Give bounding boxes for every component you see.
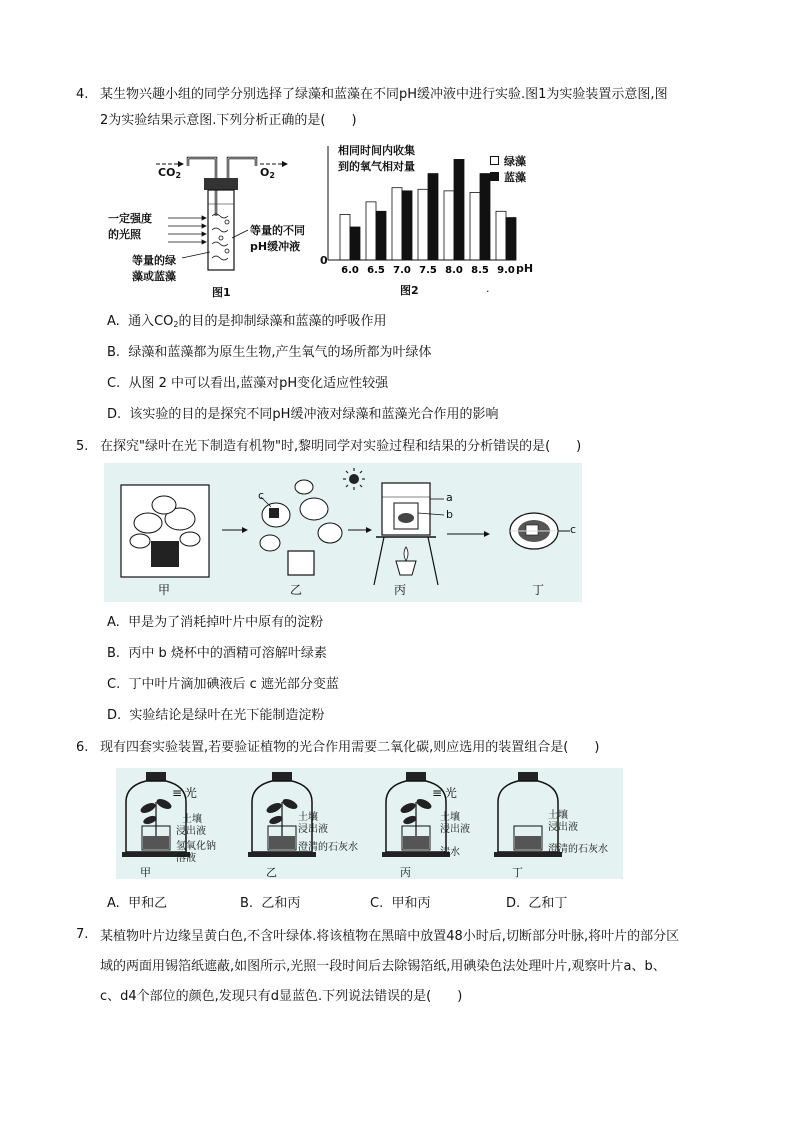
q6-option-d[interactable] (506, 894, 567, 914)
x-tick-label: 6.5 (367, 265, 385, 276)
pot-icon (151, 541, 179, 567)
o2-label: $O_2$ (260, 166, 275, 180)
limewater-label-ding: 澄清的石灰水 (548, 844, 608, 855)
figure-2-chart (320, 140, 535, 300)
step-label-bing: 丙 (394, 583, 407, 597)
x-tick-label: 6.0 (341, 265, 359, 276)
bar-green-algae (340, 214, 350, 260)
question-stem-line: 某植物叶片边缘呈黄白色,不含叶绿体.将该植物在黑暗中放置48小时后,切断部分叶脉,将叶片的部分区 (100, 929, 680, 944)
option-letter: B. (107, 646, 121, 661)
option-text: 丙中 b 烧杯中的酒精可溶解叶绿素 (128, 646, 327, 661)
soil-label-jia: 土壤 (182, 814, 202, 825)
question-number: 4. (76, 87, 89, 102)
question-stem-line: 2为实验结果示意图.下列分析正确的是( ) (100, 113, 357, 128)
q6-option-a[interactable] (107, 894, 167, 914)
question-number: 5. (76, 439, 89, 454)
option-text: 甲和丙 (391, 896, 431, 911)
bar-green-algae (470, 192, 480, 260)
question-number: 7. (76, 927, 89, 942)
stopper (204, 178, 238, 190)
option-text: 丁中叶片滴加碘液后 c 遮光部分变蓝 (128, 677, 339, 692)
stained-leaf-icon (510, 513, 570, 549)
bar-green-algae (496, 211, 506, 260)
buffer-label-2: pH缓冲液 (250, 240, 301, 253)
question-stem-line: c、d4个部位的颜色,发现只有d显蓝色.下列说法错误的是( ) (100, 989, 463, 1004)
q6-figure-panel (116, 768, 623, 879)
algae-label-2: 藻或蓝藻 (132, 270, 176, 283)
option-letter: A. (107, 314, 120, 329)
x-tick-label: 7.0 (393, 265, 411, 276)
x-tick-label: 8.0 (445, 265, 463, 276)
legend-swatch-blue-algae (490, 172, 499, 181)
q4-option-c[interactable] (107, 374, 388, 394)
x-tick-label: 7.5 (419, 265, 437, 276)
bar-green-algae (392, 188, 402, 260)
algae-label-1: 等量的绿 (132, 254, 176, 267)
bar-blue-algae (428, 174, 438, 260)
option-letter: B. (240, 896, 254, 911)
option-subscript: 2 (173, 320, 179, 329)
co2-label: $CO_2$ (158, 166, 182, 180)
test-tube (208, 190, 234, 270)
naoh-label-1: 氢氧化钠 (176, 841, 216, 852)
option-text: 甲和乙 (128, 896, 168, 911)
bar-blue-algae (350, 227, 360, 260)
figure-1-caption: 图1 (212, 286, 231, 299)
jar-label-yi: 乙 (266, 866, 277, 879)
soil-label-bing: 土壤 (440, 812, 460, 823)
q5-option-a[interactable] (107, 613, 323, 633)
question-stem-line: 某生物兴趣小组的同学分别选择了绿藻和蓝藻在不同pH缓冲液中进行实验.图1为实验装置示意图,图 (100, 87, 668, 102)
option-letter: D. (107, 708, 122, 723)
naoh-label-2: 溶液 (176, 853, 196, 864)
x-tick-label: 9.0 (497, 265, 515, 276)
figure-2-caption: 图2 (400, 284, 419, 297)
light-arrows (168, 216, 206, 244)
option-letter: C. (370, 896, 384, 911)
x-tick-label: 8.5 (471, 265, 489, 276)
extract-label-jia: 浸出液 (176, 826, 206, 837)
option-letter: A. (107, 896, 120, 911)
y-title-line-2-visible: 到的氧气相对量 (338, 160, 415, 173)
jar-label-ding: 丁 (512, 866, 523, 879)
label-c-leaf: c (570, 523, 577, 536)
option-text: 乙和丙 (261, 896, 301, 911)
q4-option-a[interactable] (107, 312, 386, 335)
option-text: 从图 2 中可以看出,蓝藻对pH变化适应性较强 (128, 376, 389, 391)
extract-label-ding: 浸出液 (548, 822, 578, 833)
soil-label-yi: 土壤 (298, 812, 318, 823)
q5-option-d[interactable] (107, 706, 324, 726)
option-letter: A. (107, 615, 120, 630)
question-stem-line: 在探究"绿叶在光下制造有机物"时,黎明同学对实验过程和结果的分析错误的是( ) (100, 439, 582, 454)
q4-option-b[interactable] (107, 343, 431, 363)
option-letter: C. (107, 376, 121, 391)
bar-green-algae (366, 202, 376, 260)
water-label-bing: 清水 (440, 847, 460, 858)
step-label-yi: 乙 (290, 583, 303, 597)
bar-blue-algae (376, 211, 386, 260)
q5-option-c[interactable] (107, 675, 339, 695)
bar-blue-algae (402, 191, 412, 260)
option-text: 甲是为了消耗掉叶片中原有的淀粉 (128, 615, 324, 630)
bar-blue-algae (454, 159, 464, 260)
option-letter: D. (107, 407, 122, 422)
option-letter: D. (506, 896, 521, 911)
q4-option-d[interactable] (107, 405, 498, 425)
question-stem-line: 现有四套实验装置,若要验证植物的光合作用需要二氧化碳,则应选用的装置组合是( ) (100, 740, 600, 755)
bar-green-algae (444, 191, 454, 260)
light-label-1: 一定强度 (108, 212, 152, 225)
option-letter: C. (107, 677, 121, 692)
question-6 (76, 735, 726, 761)
question-5 (76, 434, 726, 460)
question-stem-line: 域的两面用锡箔纸遮蔽,如图所示,光照一段时间后去除锡箔纸,用碘染色法处理叶片,观察叶片a、b、 (100, 959, 666, 974)
x-axis-label: pH (516, 262, 534, 275)
light-label-jia: ≡ 光 (172, 786, 197, 800)
sun-icon (343, 468, 365, 490)
extract-label-bing: 浸出液 (440, 824, 470, 835)
step-label-ding: 丁 (532, 583, 545, 597)
jar-label-bing: 丙 (400, 866, 411, 879)
legend-swatch-green-algae (490, 156, 499, 165)
bar-blue-algae (480, 174, 490, 260)
option-text: 该实验的目的是探究不同pH缓冲液对绿藻和蓝藻光合作用的影响 (129, 407, 499, 422)
q5-option-b[interactable] (107, 644, 327, 664)
label-c-plant: c (258, 489, 265, 502)
q5-steps-drawing (104, 463, 582, 602)
label-a: a (446, 491, 453, 504)
jar-label-jia: 甲 (140, 866, 151, 879)
water-bath-apparatus (374, 483, 444, 585)
pot-icon (288, 551, 314, 575)
question-number: 6. (76, 740, 89, 755)
stray-dot: . (486, 282, 490, 295)
extract-label-yi: 浸出液 (298, 824, 328, 835)
limewater-label-yi: 澄清的石灰水 (298, 842, 358, 853)
bar-blue-algae (506, 218, 516, 260)
legend-label-blue-algae: 蓝藻 (504, 171, 526, 184)
q6-option-c[interactable] (370, 894, 431, 914)
option-text: 实验结论是绿叶在光下能制造淀粉 (129, 708, 325, 723)
label-b: b (446, 508, 453, 521)
origin-label: 0 (320, 254, 328, 267)
light-label-bing: ≡ 光 (432, 786, 457, 800)
option-text: 绿藻和蓝藻都为原生生物,产生氧气的场所都为叶绿体 (128, 345, 432, 360)
figure-1-apparatus (108, 146, 348, 299)
soil-label-ding: 土壤 (548, 810, 568, 821)
option-text: 的目的是抑制绿藻和蓝藻的呼吸作用 (178, 314, 387, 329)
q5-figure-panel (104, 463, 582, 602)
y-title-line-1: 相同时间内收集 (338, 144, 415, 157)
option-letter: B. (107, 345, 121, 360)
step-label-jia: 甲 (158, 583, 171, 597)
option-text: 乙和丁 (528, 896, 568, 911)
question-4 (76, 82, 726, 134)
option-text: 通入CO (128, 314, 174, 329)
q6-option-b[interactable] (240, 894, 300, 914)
legend-label-green-algae: 绿藻 (504, 155, 526, 168)
question-7 (76, 922, 726, 1012)
bar-green-algae (418, 189, 428, 260)
buffer-label-1: 等量的不同 (250, 224, 305, 237)
light-label-2: 的光照 (108, 228, 141, 241)
